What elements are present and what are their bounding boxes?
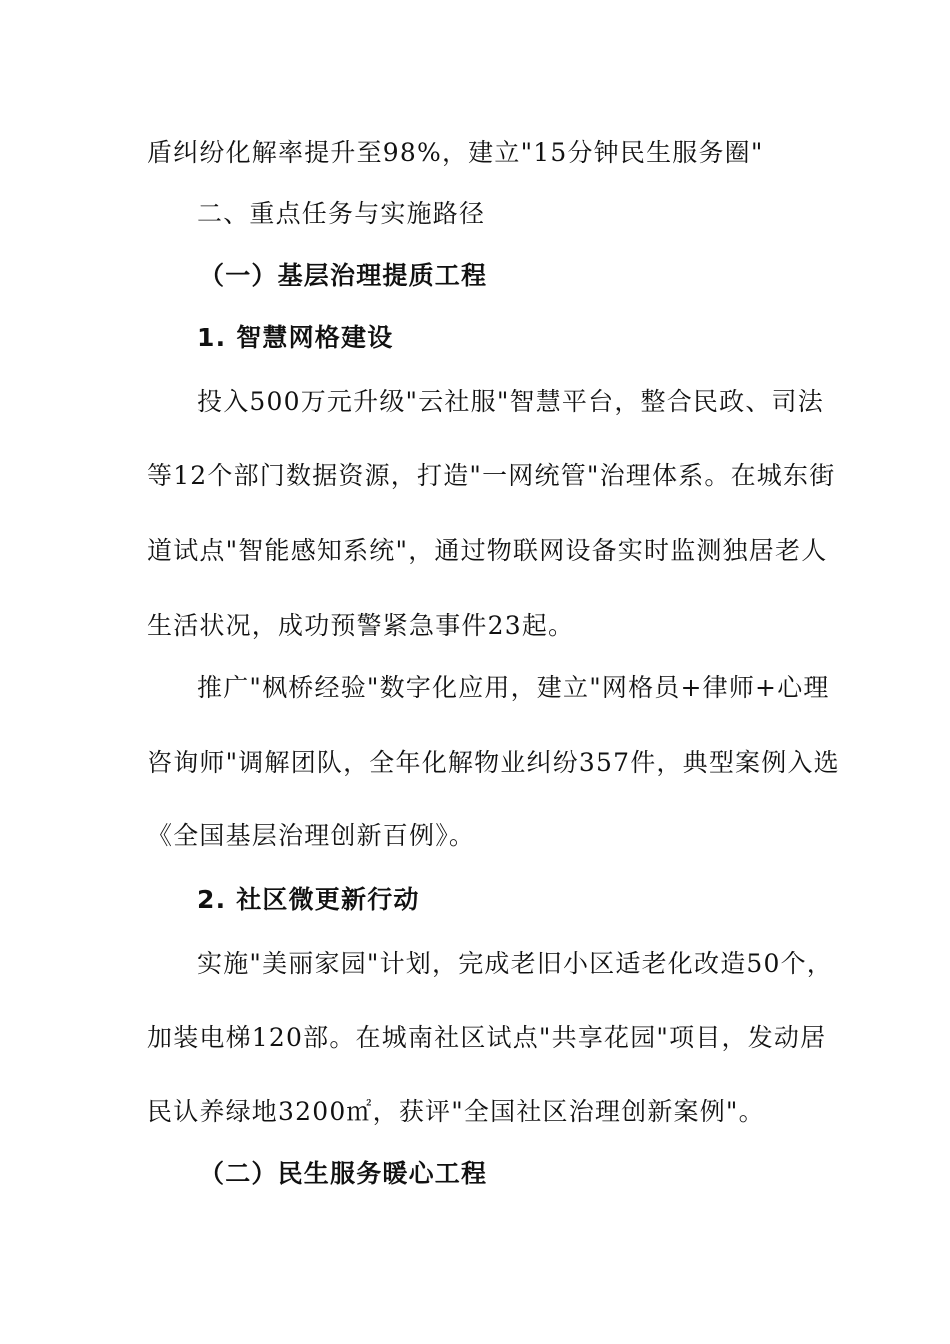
- subsection-heading-1: （一）基层治理提质工程: [199, 261, 488, 290]
- paragraph-line: 等12个部门数据资源，打造"一网统管"治理体系。在城东街: [147, 461, 836, 490]
- paragraph-line: 道试点"智能感知系统"，通过物联网设备实时监测独居老人: [147, 536, 828, 565]
- paragraph-line: 《全国基层治理创新百例》。: [147, 821, 476, 850]
- paragraph-line: 咨询师"调解团队，全年化解物业纠纷357件，典型案例入选: [147, 748, 840, 777]
- item-heading-2: 2. 社区微更新行动: [197, 885, 420, 914]
- item-heading-1: 1. 智慧网格建设: [197, 323, 394, 352]
- paragraph-line: 民认养绿地3200㎡，获评"全国社区治理创新案例"。: [147, 1097, 765, 1126]
- paragraph-line: 投入500万元升级"云社服"智慧平台，整合民政、司法: [197, 387, 824, 416]
- paragraph-line: 实施"美丽家园"计划，完成老旧小区适老化改造50个，: [197, 949, 834, 978]
- subsection-heading-2: （二）民生服务暖心工程: [199, 1159, 488, 1188]
- paragraph-line: 加装电梯120部。在城南社区试点"共享花园"项目，发动居: [147, 1023, 827, 1052]
- paragraph-line: 推广"枫桥经验"数字化应用，建立"网格员+律师+心理: [197, 673, 830, 702]
- section-heading: 二、重点任务与实施路径: [197, 199, 486, 228]
- paragraph-continuation-line: 盾纠纷化解率提升至98%，建立"15分钟民生服务圈": [147, 138, 764, 167]
- paragraph-line: 生活状况，成功预警紧急事件23起。: [147, 611, 575, 640]
